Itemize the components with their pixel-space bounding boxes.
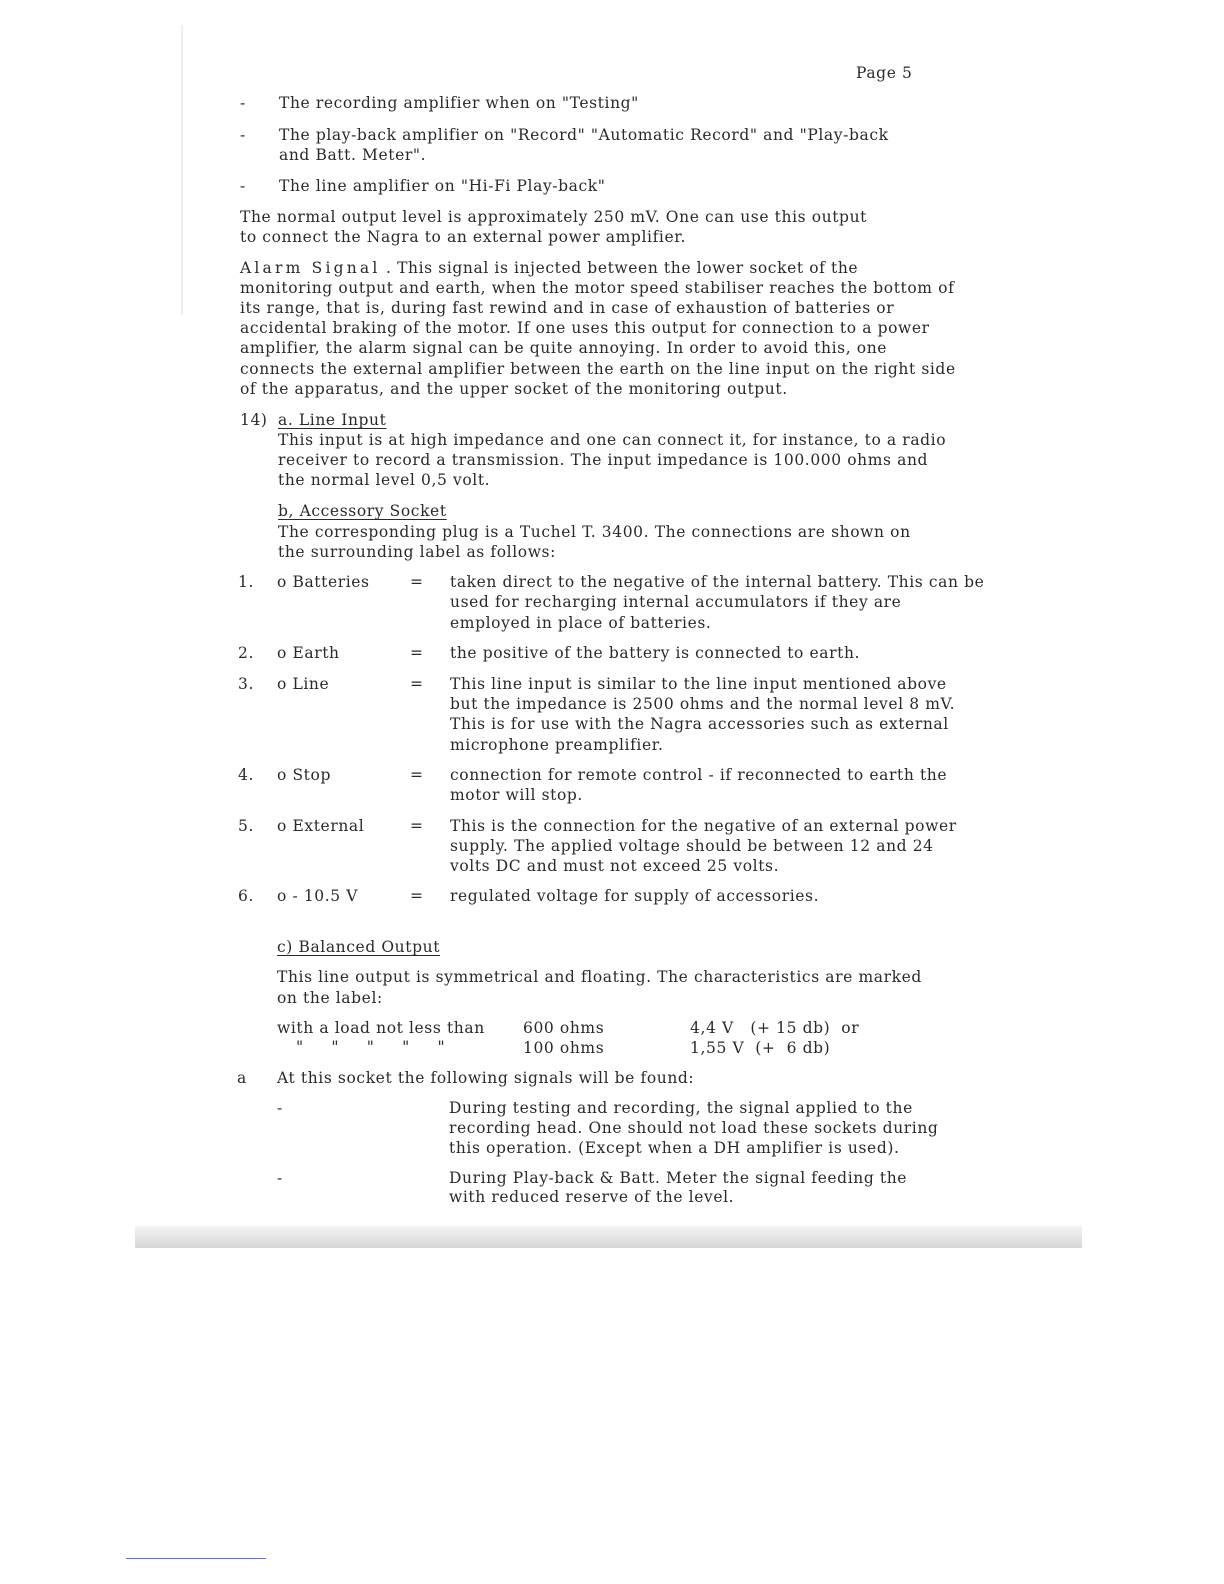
pin-equals: = (410, 644, 424, 662)
pin-desc: taken direct to the negative of the internal battery. This can be (450, 573, 985, 591)
alarm-first-line (240, 258, 858, 279)
paragraph-line: accidental braking of the motor. If one uses this output for connection to a power (240, 319, 930, 337)
paragraph-line: The corresponding plug is a Tuchel T. 3400. The connections are shown on (278, 523, 911, 541)
bullet-text: The recording amplifier when on "Testing" (279, 94, 639, 112)
bullet-text: The line amplifier on "Hi-Fi Play-back" (279, 177, 606, 195)
pin-desc: used for recharging internal accumulators if they are (450, 593, 902, 611)
paragraph-line: connects the external amplifier between the earth on the line input on the right side (240, 360, 956, 378)
load-condition: with a load not less than (277, 1019, 485, 1037)
bullet-text: and Batt. Meter". (279, 146, 427, 164)
balanced-heading: c) Balanced Output (277, 938, 441, 956)
pin-equals: = (410, 766, 424, 784)
pin-number: 1. (238, 573, 254, 591)
paragraph-line: monitoring output and earth, when the motor speed stabiliser reaches the bottom of (240, 279, 955, 297)
section-number: 14) (240, 411, 268, 429)
bullet-text: The play-back amplifier on "Record" "Automatic Record" and "Play-back (279, 126, 889, 144)
pin-name: o Earth (277, 644, 340, 662)
bullet-marker: - (240, 177, 246, 195)
pin-desc: motor will stop. (450, 786, 583, 804)
bullet-marker: - (240, 94, 246, 112)
pin-equals: = (410, 887, 424, 905)
pin-number: 5. (238, 817, 254, 835)
signal-text: with reduced reserve of the level. (449, 1188, 735, 1206)
pin-number: 4. (238, 766, 254, 784)
pin-desc: microphone preamplifier. (450, 736, 664, 754)
paragraph-line: of the apparatus, and the upper socket of the monitoring output. (240, 380, 788, 398)
paragraph-line: the surrounding label as follows: (278, 543, 556, 561)
paragraph-line: This line output is symmetrical and floating. The characteristics are marked (277, 968, 922, 986)
pin-desc: supply. The applied voltage should be between 12 and 24 (450, 837, 934, 855)
signals-marker: a (237, 1069, 247, 1087)
paragraph-line: receiver to record a transmission. The input impedance is 100.000 ohms and (278, 451, 929, 469)
signal-text: this operation. (Except when a DH amplifier is used). (449, 1139, 900, 1157)
pin-desc: the positive of the battery is connected to earth. (450, 644, 861, 662)
signal-text: During Play-back & Batt. Meter the signal feeding the (449, 1169, 908, 1187)
signal-marker: - (277, 1099, 283, 1117)
pin-number: 6. (238, 887, 254, 905)
pin-number: 2. (238, 644, 254, 662)
pin-desc: This is the connection for the negative of an external power (450, 817, 957, 835)
load-value: 600 ohms (523, 1019, 605, 1037)
alarm-first-text: . This signal is injected between the lower socket of the (386, 259, 859, 277)
footnote-rule (126, 1558, 266, 1559)
paragraph-line: on the label: (277, 989, 383, 1007)
pin-name: o External (277, 817, 365, 835)
pin-desc: This line input is similar to the line input mentioned above (450, 675, 947, 693)
pin-equals: = (410, 675, 424, 693)
pin-desc: employed in place of batteries. (450, 614, 712, 632)
pin-name: o Batteries (277, 573, 370, 591)
pin-number: 3. (238, 675, 254, 693)
pin-equals: = (410, 817, 424, 835)
pin-desc: This is for use with the Nagra accessories such as external (450, 715, 949, 733)
page-number: Page 5 (856, 64, 913, 82)
pin-name: o Stop (277, 766, 331, 784)
signals-intro: At this socket the following signals will be found: (277, 1069, 695, 1087)
level-value: 4,4 V (+ 15 db) or (690, 1019, 860, 1037)
accessory-heading: b, Accessory Socket (278, 502, 447, 520)
paragraph-line: The normal output level is approximately 250 mV. One can use this output (240, 208, 867, 226)
scan-edge-mark (181, 25, 183, 315)
paragraph-line: the normal level 0,5 volt. (278, 471, 491, 489)
scan-shadow-band (135, 1226, 1082, 1248)
paragraph-line: to connect the Nagra to an external power amplifier. (240, 228, 687, 246)
pin-name: o - 10.5 V (277, 887, 359, 905)
pin-desc: regulated voltage for supply of accessories. (450, 887, 820, 905)
level-value: 1,55 V (+ 6 db) (690, 1039, 831, 1057)
bullet-marker: - (240, 126, 246, 144)
alarm-title: Alarm Signal (240, 259, 381, 277)
ditto-marks: " " " " " (296, 1038, 446, 1056)
paragraph-line: amplifier, the alarm signal can be quite annoying. In order to avoid this, one (240, 339, 888, 357)
pin-desc: but the impedance is 2500 ohms and the normal level 8 mV. (450, 695, 956, 713)
line-input-heading: a. Line Input (278, 411, 387, 429)
signal-text: recording head. One should not load these sockets during (449, 1119, 939, 1137)
paragraph-line: its range, that is, during fast rewind and in case of exhaustion of batteries or (240, 299, 895, 317)
pin-desc: volts DC and must not exceed 25 volts. (450, 857, 780, 875)
pin-name: o Line (277, 675, 330, 693)
pin-equals: = (410, 573, 424, 591)
load-value: 100 ohms (523, 1039, 605, 1057)
signal-text: During testing and recording, the signal applied to the (449, 1099, 913, 1117)
signal-marker: - (277, 1169, 283, 1187)
paragraph-line: This input is at high impedance and one can connect it, for instance, to a radio (278, 431, 947, 449)
pin-desc: connection for remote control - if reconnected to earth the (450, 766, 948, 784)
